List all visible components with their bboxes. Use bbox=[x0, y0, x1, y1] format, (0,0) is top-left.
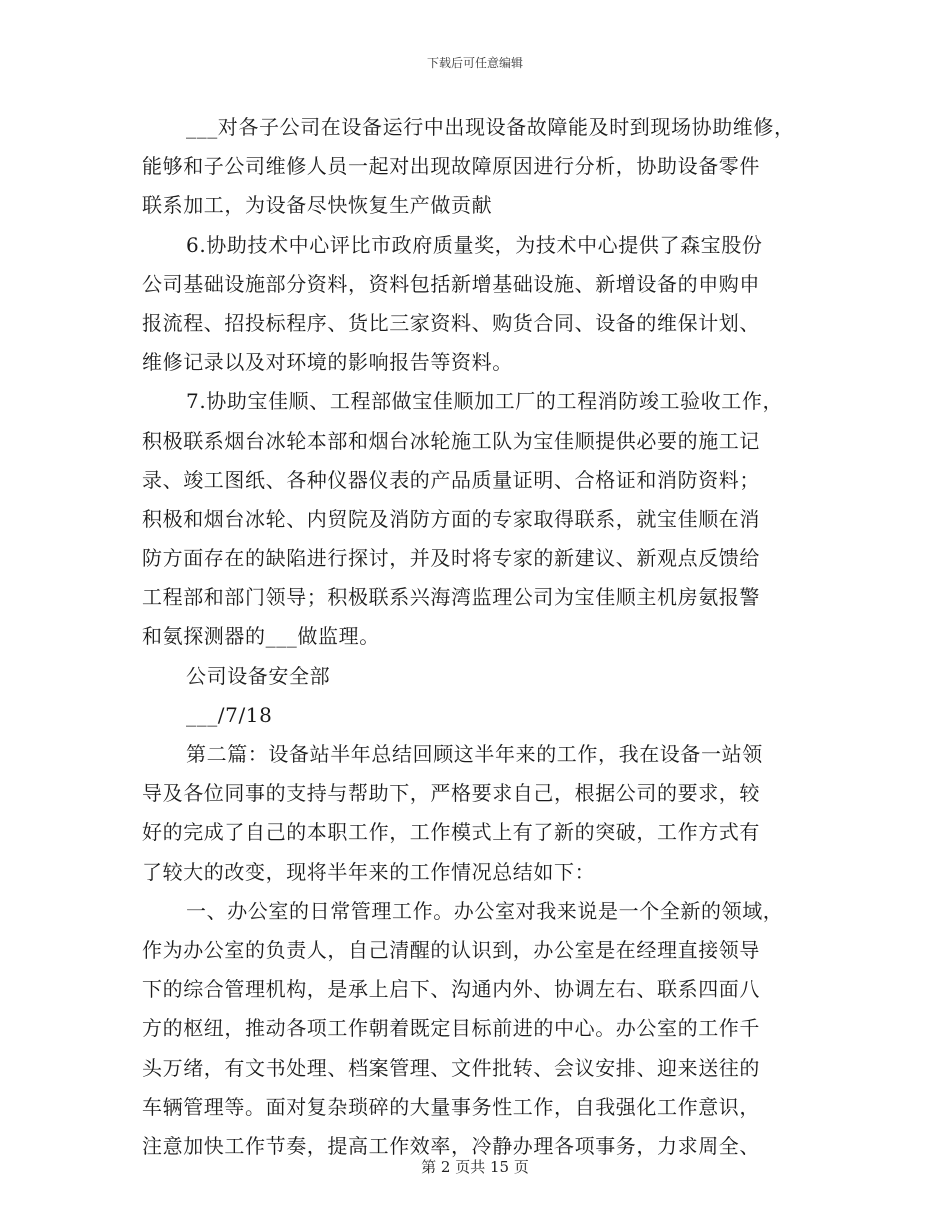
text-line: 7.协助宝佳顺、工程部做宝佳顺加工厂的工程消防竣工验收工作， bbox=[186, 389, 784, 414]
page-header: 下载后可任意编辑 bbox=[426, 56, 523, 70]
text-line: 导及各位同事的支持与帮助下，严格要求自己，根据公司的要求，较 bbox=[142, 781, 760, 806]
text-line: 下的综合管理机构，是承上启下、沟通内外、协调左右、联系四面八 bbox=[142, 977, 760, 1002]
text-line: 注意加快工作节奏，提高工作效率，冷静办理各项事务，力求周全、 bbox=[142, 1133, 760, 1158]
text-line: 防方面存在的缺陷进行探讨，并及时将专家的新建议、新观点反馈给 bbox=[142, 546, 760, 571]
text-line: 和氨探测器的___做监理。 bbox=[142, 624, 380, 649]
text-line: 方的枢纽，推动各项工作朝着既定目标前进的中心。办公室的工作千 bbox=[142, 1016, 760, 1041]
text-line: 6.协助技术中心评比市政府质量奖，为技术中心提供了森宝股份 bbox=[186, 232, 763, 257]
text-line: ___对各子公司在设备运行中出现设备故障能及时到现场协助维修， bbox=[186, 115, 795, 139]
signature-date: ___/7/18 bbox=[186, 702, 273, 727]
text-line: 联系加工，为设备尽快恢复生产做贡献 bbox=[142, 193, 493, 218]
text-line: 了较大的改变，现将半年来的工作情况总结如下： bbox=[142, 859, 596, 884]
text-line: 车辆管理等。面对复杂琐碎的大量事务性工作，自我强化工作意识， bbox=[142, 1094, 760, 1119]
text-line: 积极联系烟台冰轮本部和烟台冰轮施工队为宝佳顺提供必要的施工记 bbox=[142, 428, 760, 453]
text-line: 公司基础设施部分资料，资料包括新增基础设施、新增设备的申购申 bbox=[142, 271, 760, 296]
signature-department: 公司设备安全部 bbox=[186, 663, 331, 688]
text-line: 能够和子公司维修人员一起对出现故障原因进行分析，协助设备零件 bbox=[142, 154, 760, 179]
text-line: 好的完成了自己的本职工作，工作模式上有了新的突破，工作方式有 bbox=[142, 820, 760, 845]
text-line: 作为办公室的负责人，自己清醒的认识到，办公室是在经理直接领导 bbox=[142, 937, 760, 962]
document-body bbox=[142, 108, 822, 1166]
page-number-footer: 第 2 页共 15 页 bbox=[421, 1158, 529, 1176]
text-line: 录、竣工图纸、各种仪器仪表的产品质量证明、合格证和消防资料； bbox=[142, 467, 760, 492]
text-line: 报流程、招投标程序、货比三家资料、购货合同、设备的维保计划、 bbox=[142, 310, 760, 335]
text-line: 工程部和部门领导；积极联系兴海湾监理公司为宝佳顺主机房氨报警 bbox=[142, 585, 760, 610]
text-line: 一、办公室的日常管理工作。办公室对我来说是一个全新的领域， bbox=[186, 898, 784, 923]
text-line: 第二篇：设备站半年总结回顾这半年来的工作，我在设备一站领 bbox=[186, 742, 763, 766]
text-line: 维修记录以及对环境的影响报告等资料。 bbox=[142, 350, 513, 375]
text-line: 积极和烟台冰轮、内贸院及消防方面的专家取得联系，就宝佳顺在消 bbox=[142, 506, 760, 531]
text-line: 头万绪，有文书处理、档案管理、文件批转、会议安排、迎来送往的 bbox=[142, 1055, 760, 1080]
